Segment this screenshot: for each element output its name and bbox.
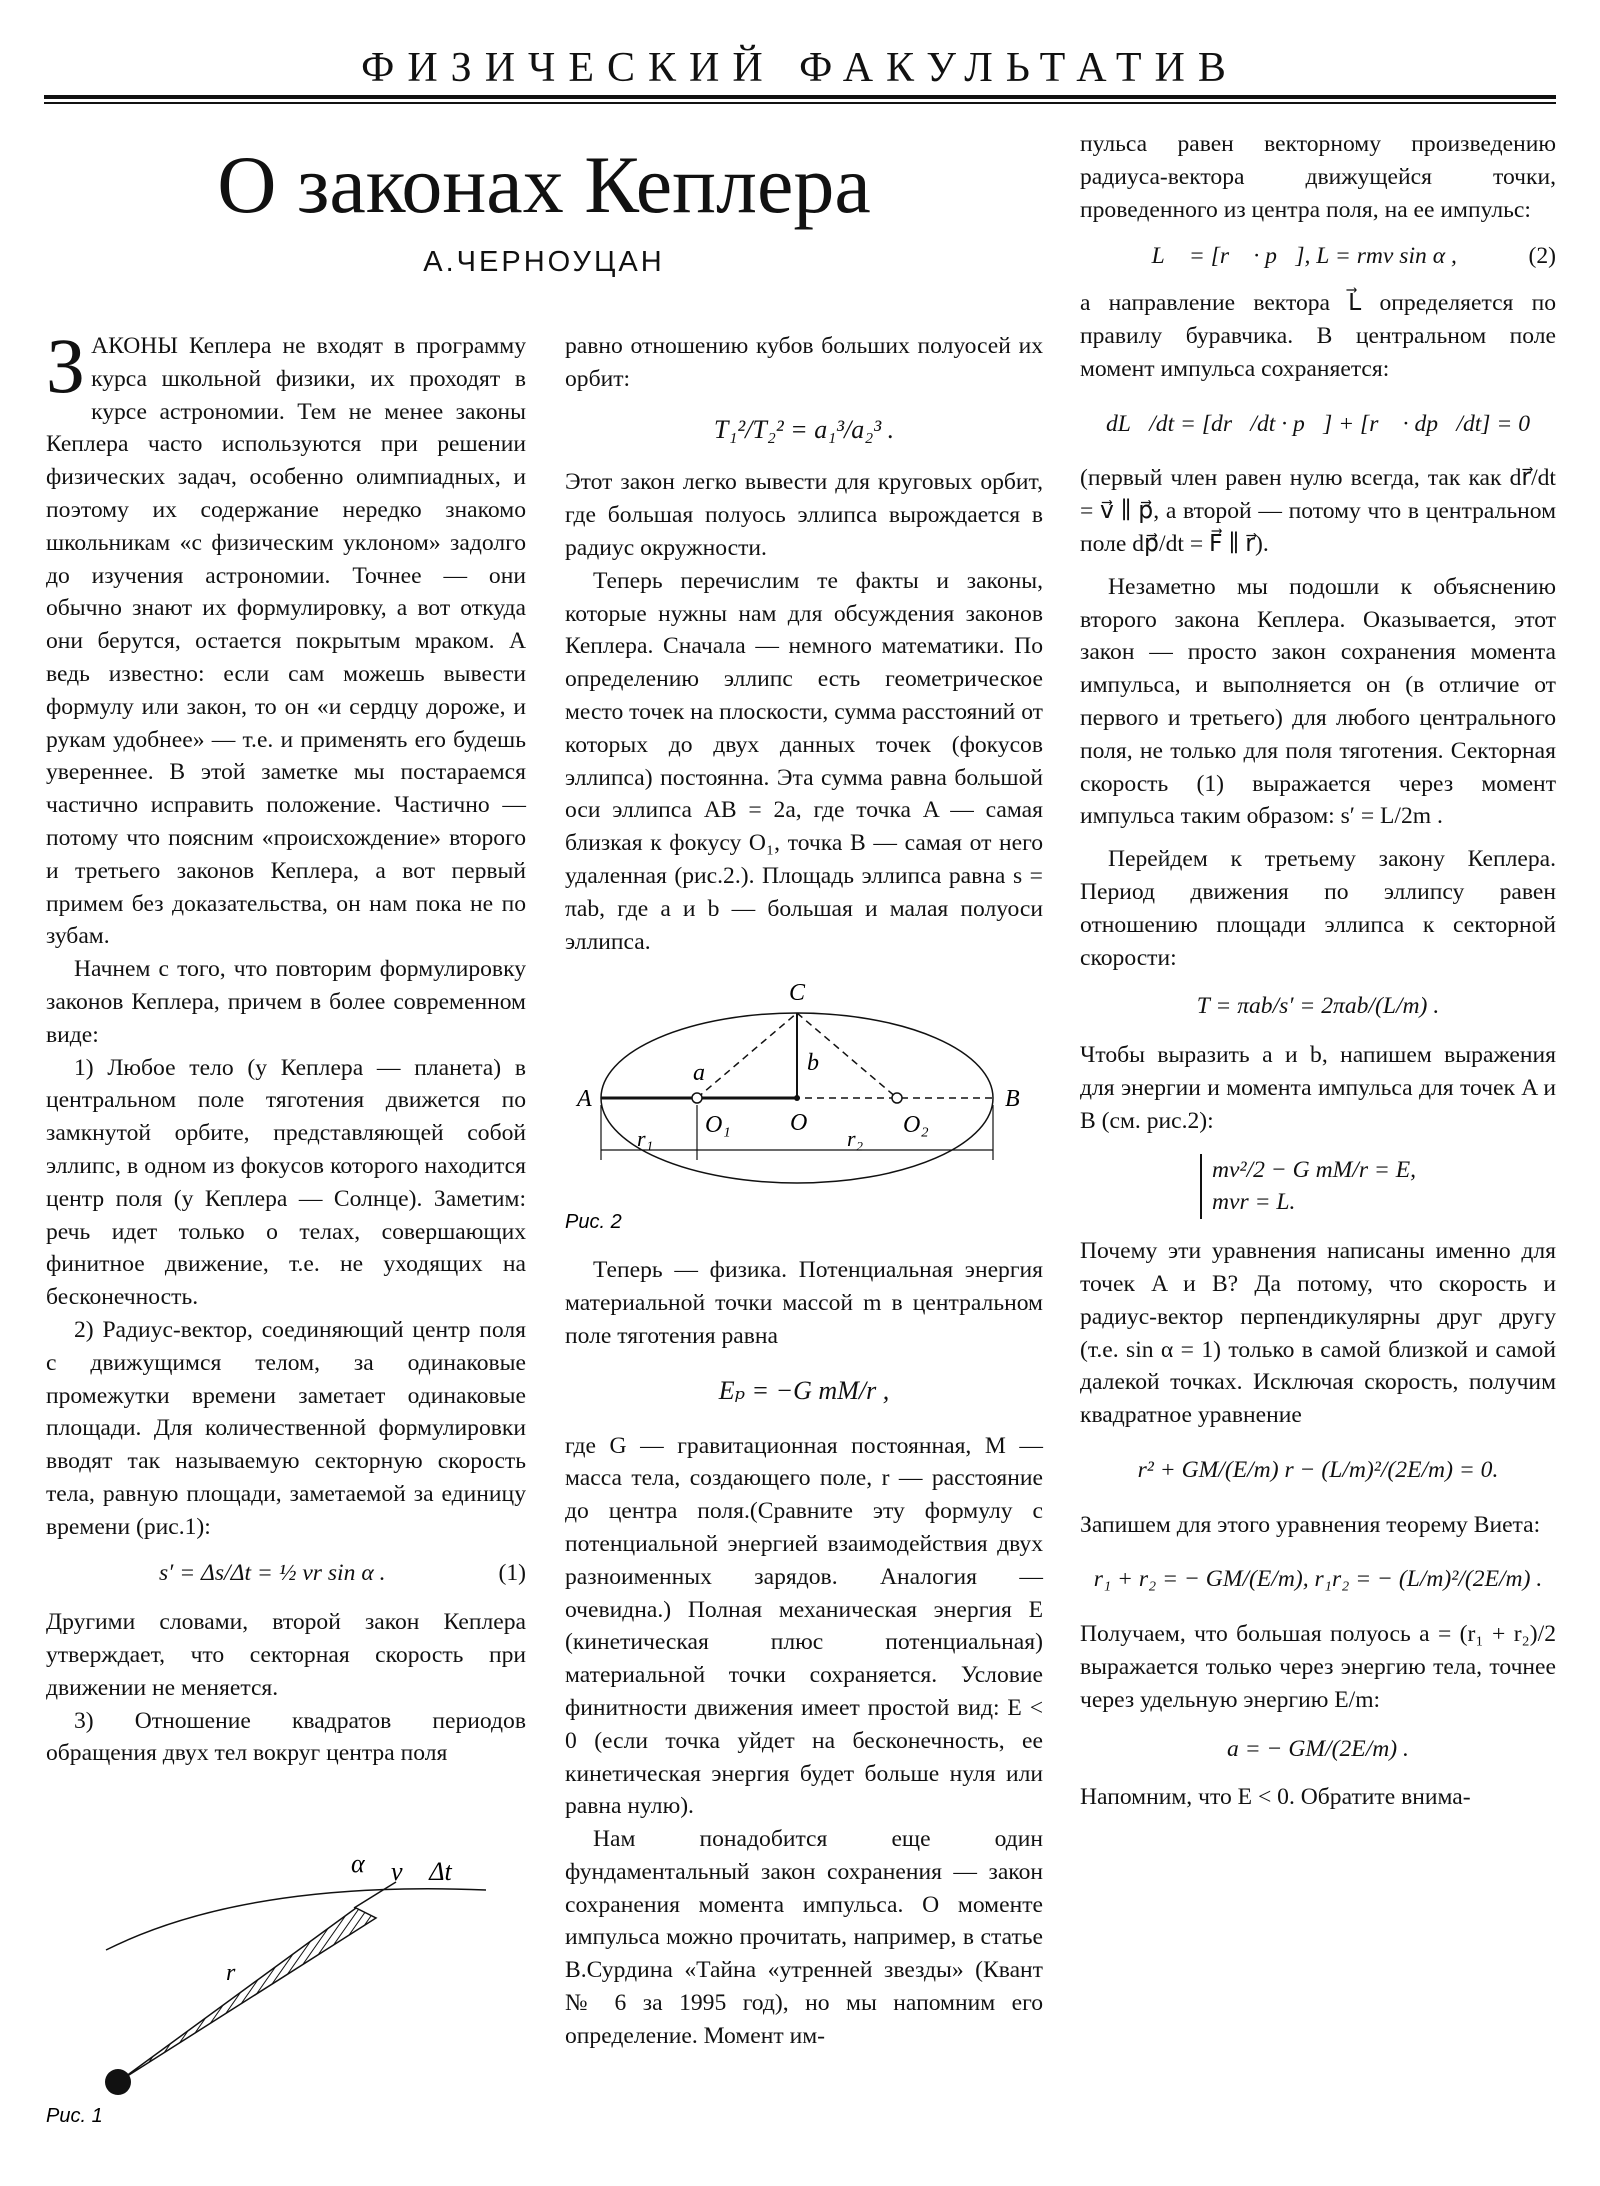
paragraph: 2) Радиус-вектор, соединяющий центр поля с движущимся телом, за одинаковые промежутки времени заметает одинаковые площади. Для количественной формулировки вводят так называемую секторную скорость тела, равную площади, заметаемой за единицу времени (рис.1): bbox=[46, 1316, 526, 1540]
paragraph: Почему эти уравнения написаны именно для точек A и B? Да потому, что скорость и радиус-вектор перпендикулярны друг другу (т.е. sin α = 1) только в самой близкой и самой далекой точках. Исключая скорость, получим квадратное уравнение bbox=[1080, 1238, 1556, 1429]
label-O1: O₁ bbox=[705, 1112, 731, 1139]
paragraph: пульса равен векторному произведению радиуса-вектора движущейся точки, проведенного из центра поля, на ее импульс: bbox=[1080, 131, 1556, 223]
paragraph: Напомним, что E < 0. Обратите внима- bbox=[1080, 1784, 1471, 1811]
center bbox=[794, 1095, 800, 1101]
paragraph: АКОНЫ Кеплера не входят в программу курса школьной физики, их проходят в курсе астрономии. Тем не менее законы Кеплера часто используются при решении физических задач, особенно олимпиадных, и поэтому их содержание нередко знакомо школьникам «с физическим уклоном» задолго до изучения астрономии. Точнее — они обычно знают их формулировку, а вот откуда они берутся, остается покрытым мраком. А ведь известно: если сам можешь вывести формулу или закон, то он «и сердцу дороже, и рукам удобнее» — т.е. и применять его будешь увереннее. В этой заметке мы постараемся частично исправить положение. Частично — потому что поясним «происхождение» второго и третьего законов Кеплера, а вот первый примем без доказательства, он нам пока не по зубам. bbox=[46, 333, 526, 950]
label-a: a bbox=[693, 1060, 705, 1087]
paragraph: Перейдем к третьему закону Кеплера. Период движения по эллипсу равен отношению площади эллипса к секторной скорости: bbox=[1080, 846, 1556, 971]
column-1 bbox=[46, 322, 526, 1770]
label-O2: O₂ bbox=[903, 1112, 929, 1139]
equation-number: (1) bbox=[498, 1560, 526, 1587]
alpha-label: α bbox=[351, 1849, 365, 1878]
paragraph: Незаметно мы подошли к объяснению второго закона Кеплера. Оказывается, этот закон — просто закон сохранения момента импульса, и выполняется он (в отличие от первого и третьего) для любого центрального поля, не только для поля тяготения. Секторная скорость (1) выражается через момент импульса таким образом: s′ = L/2m . bbox=[1080, 573, 1556, 830]
focus-1 bbox=[692, 1093, 702, 1103]
label-O: O bbox=[790, 1110, 808, 1137]
system-line-1: mv²/2 − G mM/r = E, bbox=[1212, 1156, 1417, 1183]
paragraph: (первый член равен нулю всегда, так как dr⃗/dt = v⃗ ∥ p⃗, а второй — потому что в центральном поле dp⃗/dt = F⃗ ∥ r⃗). bbox=[1080, 465, 1556, 557]
equation-number: (2) bbox=[1528, 243, 1556, 270]
orbit-arc bbox=[106, 1889, 486, 1950]
figure-caption: Рис. 2 bbox=[565, 1211, 622, 1234]
equation-angular-momentum: dL⃗/dt = [dr⃗/dt · p⃗] + [r⃗ · dp⃗/dt] = 0 bbox=[1105, 410, 1531, 437]
paragraph: 1) Любое тело (у Кеплера — планета) в центральном поле тяготения движется по замкнутой орбите, представляющей собой эллипс, в одном из фокусов которого находится центр поля (у Кеплера — Солнце). Заметим: речь идет только о телах, совершающих финитное движение, т.е. не уходящих на бесконечность. bbox=[46, 1054, 526, 1311]
equation-semimajor: a = − GM/(2E/m) . bbox=[1227, 1735, 1409, 1762]
paragraph: где G — гравитационная постоянная, M — масса тела, создающего поле, r — расстояние до центра поля.(Сравните эту формулу с потенциальной энергией взаимодействия двух разноименных зарядов. Аналогия — очевидна.) Полная механическая энергия E (кинетическая плюс потенциальная) материальной точки сохраняется. Условие финитности движения имеет простой вид: E < 0 (если точка уйдет на бесконечность, ее кинетическая энергия будет больше нуля или равна нулю). bbox=[565, 1432, 1043, 1820]
figure-2 bbox=[565, 970, 1043, 1240]
equation-kepler3: T₁²/T₂² = a₁³/a₂³ . bbox=[713, 414, 895, 444]
radius-label: r⃗ bbox=[226, 1960, 255, 1986]
equation-period: T = πab/s′ = 2πab/(L/m) . bbox=[1196, 993, 1440, 1020]
equation-potential: Eₚ = −G mM/r , bbox=[718, 1375, 890, 1405]
paragraph: Этот закон легко вывести для круговых орбит, где большая полуось эллипса вырождается в радиус окружности. bbox=[565, 469, 1043, 561]
label-r1: r₁ bbox=[637, 1126, 654, 1152]
paragraph: 3) Отношение квадратов периодов обращения двух тел вокруг центра поля bbox=[46, 1707, 526, 1767]
paragraph: Нам понадобится еще один фундаментальный закон сохранения — закон сохранения момента импульса. О моменте импульса можно прочитать, например, в статье В.Сурдина «Тайна «утренней звезды» (Квант № 6 за 1995 год), но мы напомним его определение. Момент им- bbox=[565, 1826, 1043, 2049]
header-rule bbox=[44, 95, 1556, 99]
paragraph: Теперь — физика. Потенциальная энергия материальной точки массой m в центральном поле тяготения равна bbox=[565, 1257, 1043, 1349]
paragraph: Получаем, что большая полуось a = (r₁ + r₂)/2 выражается только через энергию тела, точнее через удельную энергию E/m: bbox=[1080, 1621, 1556, 1713]
paragraph: а направление вектора L⃗ определяется по правилу буравчика. В центральном поле момент импульса сохраняется: bbox=[1080, 290, 1556, 382]
paragraph: Теперь перечислим те факты и законы, которые нужны нам для обсуждения законов Кеплера. Сначала — немного математики. По определению эллипс есть геометрическое место точек на плоскости, сумма расстояний от которых до двух данных точек (фокусов эллипса) постоянна. Эта сумма равна большой оси эллипса AB = 2a, где точка A — самая близкая к фокусу O₁, точка B — самая от него удаленная (рис.2.). Площадь эллипса равна s = πab, где a и b — большая и малая полуоси эллипса. bbox=[565, 567, 1043, 955]
equation-text: L⃗ = [r⃗ · p⃗], L = rmv sin α , bbox=[1151, 243, 1457, 270]
equation-1 bbox=[46, 1557, 526, 1590]
equation-text: s′ = Δs/Δt = ½ vr sin α . bbox=[158, 1560, 386, 1587]
system-line-2: mvr = L. bbox=[1212, 1189, 1296, 1216]
column-3 bbox=[1080, 128, 1556, 1814]
header-rule-thin bbox=[44, 102, 1556, 104]
paragraph: равно отношению кубов больших полуосей их орбит: bbox=[565, 333, 1043, 392]
label-b: b bbox=[807, 1050, 819, 1077]
velocity-label: v⃗ Δt bbox=[391, 1857, 452, 1886]
equation-quadratic: r² + GM/(E/m) r − (L/m)²/(2E/m) = 0. bbox=[1137, 1456, 1499, 1483]
figure-1 bbox=[46, 1830, 516, 2130]
drop-cap: З bbox=[46, 322, 86, 409]
central-body bbox=[105, 2069, 131, 2095]
label-A: A bbox=[577, 1086, 592, 1113]
label-B: B bbox=[1005, 1086, 1020, 1113]
equation-system bbox=[1200, 1154, 1556, 1220]
focus-2 bbox=[892, 1093, 902, 1103]
paragraph: Начнем с того, что повторим формулировку законов Кеплера, причем в более современном виде: bbox=[46, 956, 526, 1048]
swept-area bbox=[118, 1908, 376, 2082]
paragraph: Другими словами, второй закон Кеплера утверждает, что секторная скорость при движении не меняется. bbox=[46, 1609, 526, 1701]
paragraph: Чтобы выразить a и b, напишем выражения для энергии и момента импульса для точек A и B (см. рис.2): bbox=[1080, 1042, 1556, 1134]
column-2 bbox=[565, 330, 1043, 2053]
section-header: ФИЗИЧЕСКИЙ ФАКУЛЬТАТИВ bbox=[361, 45, 1239, 91]
article-author: А.ЧЕРНОУЦАН bbox=[423, 246, 665, 278]
article-title: О законах Кеплера bbox=[217, 139, 871, 230]
figure-caption: Рис. 1 bbox=[46, 2105, 103, 2127]
velocity-arrow bbox=[354, 1882, 396, 1908]
paragraph: Запишем для этого уравнения теорему Виета: bbox=[1080, 1511, 1541, 1538]
label-C: C bbox=[789, 980, 806, 1007]
equation-2 bbox=[1080, 240, 1556, 273]
equation-vieta: r₁ + r₂ = − GM/(E/m), r₁r₂ = − (L/m)²/(2E/m) . bbox=[1093, 1566, 1543, 1593]
focus1-line bbox=[697, 1013, 797, 1098]
label-r2: r₂ bbox=[847, 1126, 864, 1152]
